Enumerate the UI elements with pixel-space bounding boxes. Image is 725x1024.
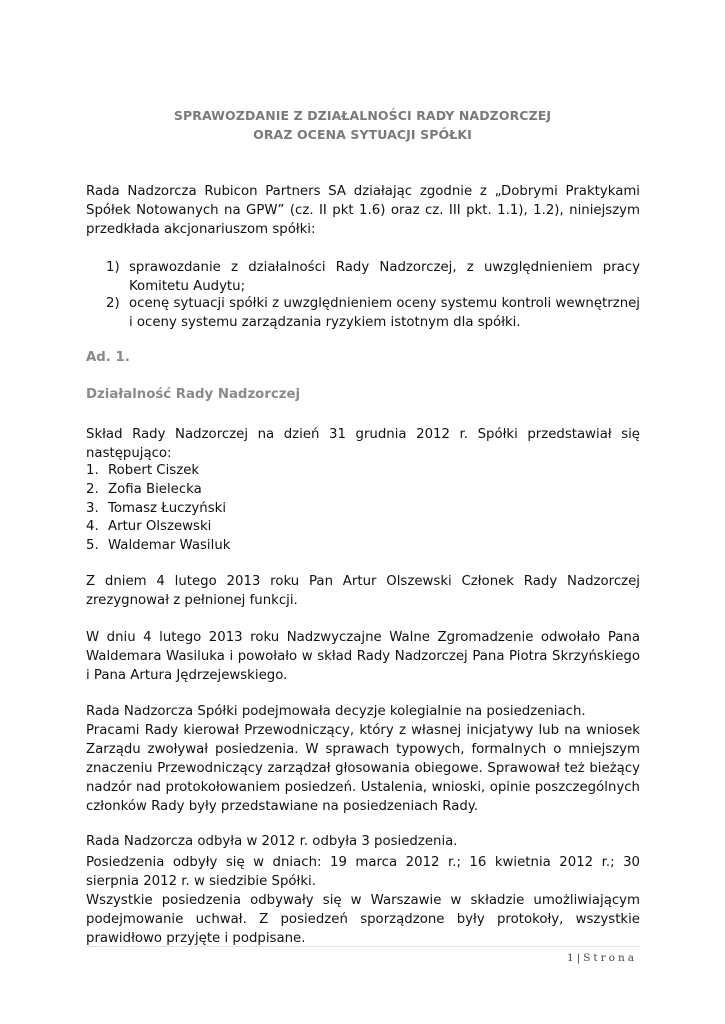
- member-list-item: [86, 536, 230, 555]
- decisions-paragraph-2: Pracami Rady kierował Przewodniczący, który z własnej inicjatywy lub na wniosek Zarządu zwoływał posiedzenia. W sprawach typowych, formalnych o mniejszym znaczeniu Przewodniczący zarządzał głosowania obiegowe. Sprawował też bieżący nadzór nad protokołowaniem posiedzeń. Ustalenia, wnioski, opinie poszczególnych członków Rady były przedstawiane na posiedzeniach Rady.: [86, 723, 640, 814]
- list-item-text: sprawozdanie z działalności Rady Nadzorczej, z uwzględnieniem pracy Komitetu Audytu;: [129, 260, 640, 294]
- member-name: Waldemar Wasiluk: [108, 538, 231, 553]
- section-heading: Działalność Rady Nadzorczej: [86, 387, 301, 402]
- list-item-text: ocenę sytuacji spółki z uwzględnieniem oceny systemu kontroli wewnętrznej i oceny systemu zarządzania ryzykiem istotnym dla spółki.: [129, 296, 640, 330]
- decisions-paragraph-1: Rada Nadzorcza Spółki podejmowała decyzje kolegialnie na posiedzeniach.: [86, 704, 586, 719]
- member-number: 4.: [86, 519, 99, 534]
- member-list-item: [86, 461, 199, 480]
- document-title-line-2: ORAZ OCENA SYTUACJI SPÓŁKI: [253, 127, 472, 142]
- resignation-paragraph: Z dniem 4 lutego 2013 roku Pan Artur Olszewski Członek Rady Nadzorczej zrezygnował z pełnionej funkcji.: [86, 574, 640, 608]
- list-item-number: 2): [106, 296, 120, 311]
- member-number: 5.: [86, 538, 99, 553]
- member-list-item: [86, 480, 202, 499]
- page-number: 1: [566, 952, 577, 964]
- footer-page-label: Strona: [583, 952, 637, 964]
- list-item-number: 1): [106, 260, 120, 275]
- meetings-paragraph-2: Posiedzenia odbyły się w dniach: 19 marca 2012 r.; 16 kwietnia 2012 r.; 30 sierpnia 2012 r. w siedzibie Spółki.: [86, 855, 640, 889]
- intro-paragraph: Rada Nadzorcza Rubicon Partners SA działając zgodnie z „Dobrymi Praktykami Spółek Notowanych na GPW” (cz. II pkt 1.6) oraz cz. III pkt. 1.1), 1.2), niniejszym przedkłada akcjonariuszom spółki:: [86, 184, 640, 237]
- document-title-line-1: SPRAWOZDANIE Z DZIAŁALNOŚCI RADY NADZORCZEJ: [173, 108, 552, 123]
- page-footer: [567, 952, 637, 964]
- member-name: Tomasz Łuczyński: [108, 501, 227, 516]
- composition-intro: Skład Rady Nadzorczej na dzień 31 grudnia 2012 r. Spółki przedstawiał się następująco:: [86, 427, 640, 461]
- footer-divider: [86, 946, 640, 947]
- egm-paragraph: W dniu 4 lutego 2013 roku Nadzwyczajne Walne Zgromadzenie odwołało Pana Waldemara Wasiluka i powołało w skład Rady Nadzorczej Pana Piotra Skrzyńskiego i Pana Artura Jędrzejewskiego.: [86, 630, 640, 683]
- footer-separator: |: [576, 952, 584, 964]
- member-number: 1.: [86, 463, 99, 478]
- member-name: Robert Ciszek: [108, 463, 200, 478]
- list-item: [86, 258, 640, 296]
- member-number: 3.: [86, 501, 99, 516]
- member-name: Artur Olszewski: [108, 519, 212, 534]
- member-number: 2.: [86, 482, 99, 497]
- section-ad-label: Ad. 1.: [86, 350, 130, 365]
- member-list-item: [86, 517, 211, 536]
- member-name: Zofia Bielecka: [108, 482, 202, 497]
- meetings-paragraph-3: Wszystkie posiedzenia odbywały się w Warszawie w składzie umożliwiającym podejmowanie uchwał. Z posiedzeń sporządzone były protokoły, wszystkie prawidłowo przyjęte i podpisane.: [86, 893, 640, 946]
- meetings-paragraph-1: Rada Nadzorcza odbyła w 2012 r. odbyła 3 posiedzenia.: [86, 834, 458, 849]
- list-item: [86, 294, 640, 332]
- member-list-item: [86, 499, 226, 518]
